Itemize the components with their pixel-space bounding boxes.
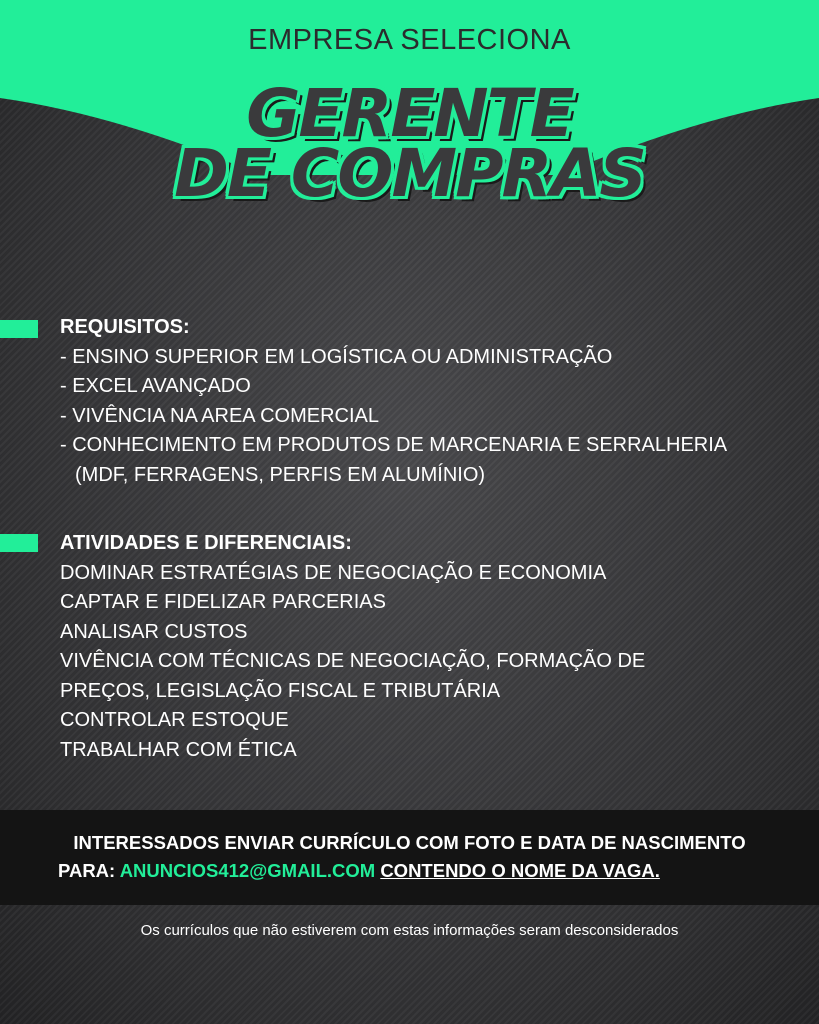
requisito-item: - CONHECIMENTO EM PRODUTOS DE MARCENARIA E SERRALHERIA bbox=[60, 434, 728, 456]
atividade-item: CONTROLAR ESTOQUE bbox=[60, 709, 289, 731]
footer-contact bbox=[58, 860, 660, 882]
requisitos-section bbox=[60, 313, 800, 490]
atividade-item: CAPTAR E FIDELIZAR PARCERIAS bbox=[60, 591, 386, 613]
requisito-item: (MDF, FERRAGENS, PERFIS EM ALUMÍNIO) bbox=[75, 463, 486, 486]
atividade-item: ANALISAR CUSTOS bbox=[60, 620, 248, 643]
footer-instructions: INTERESSADOS ENVIAR CURRÍCULO COM FOTO E DATA DE NASCIMENTO bbox=[73, 832, 746, 853]
atividades-marker bbox=[0, 534, 38, 552]
atividades-title: ATIVIDADES E DIFERENCIAIS: bbox=[60, 532, 352, 554]
footer-band bbox=[0, 810, 819, 905]
requisitos-title: REQUISITOS: bbox=[60, 316, 190, 338]
atividades-section bbox=[60, 529, 800, 765]
requisitos-marker bbox=[0, 320, 38, 338]
job-title-line-1: GERENTE bbox=[246, 75, 573, 152]
footer-vaga-note: CONTENDO O NOME DA VAGA. bbox=[380, 860, 660, 881]
requisito-item: - ENSINO SUPERIOR EM LOGÍSTICA OU ADMINISTRAÇÃO bbox=[60, 345, 613, 368]
job-title-line-2: DE COMPRAS bbox=[174, 135, 645, 212]
company-label: EMPRESA SELECIONA bbox=[248, 24, 571, 56]
disclaimer: Os currículos que não estiverem com estas informações seram desconsiderados bbox=[140, 922, 679, 939]
atividade-item: TRABALHAR COM ÉTICA bbox=[60, 738, 297, 761]
email-link[interactable]: ANUNCIOS412@GMAIL.COM bbox=[119, 860, 376, 881]
footer-para-label: PARA: bbox=[58, 860, 116, 881]
atividade-item: DOMINAR ESTRATÉGIAS DE NEGOCIAÇÃO E ECONOMIA bbox=[60, 561, 607, 584]
atividade-item: PREÇOS, LEGISLAÇÃO FISCAL E TRIBUTÁRIA bbox=[60, 679, 501, 702]
requisito-item: - EXCEL AVANÇADO bbox=[60, 375, 251, 397]
requisito-item: - VIVÊNCIA NA AREA COMERCIAL bbox=[60, 404, 379, 427]
atividade-item: VIVÊNCIA COM TÉCNICAS DE NEGOCIAÇÃO, FORMAÇÃO DE bbox=[60, 650, 646, 672]
job-title bbox=[0, 75, 819, 212]
